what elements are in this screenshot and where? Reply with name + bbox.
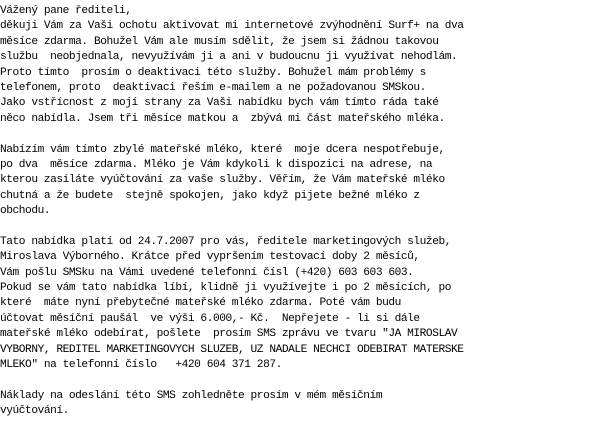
text-line: Tato nabídka platí od 24.7.2007 pro vás, ředitele marketingových služeb,: [0, 235, 451, 248]
paragraph-offer: [0, 143, 597, 220]
text-line: telefonem, proto deaktivaci řeším e-mailem a ne požadovanou SMSkou.: [0, 81, 426, 94]
text-line: chutná a že budete stejně spokojen, jako když pijete bežné mléko z: [0, 189, 420, 202]
text-line: kterou zasíláte vyúčtování za vaše služby. Věřím, že Vám mateřské mléko: [0, 174, 445, 187]
text-line: děkuji Vám za Vaši ochotu aktivovat mi internetové zvýhodnění Surf+ na dva: [0, 20, 464, 33]
text-line: měsíce zdarma. Bohužel Vám ale musím sdělit, že jsem si žádnou takovou: [0, 35, 439, 48]
text-line: něco nabídla. Jsem tři měsíce matkou a zbývá mi část mateřského mléka.: [0, 112, 445, 125]
paragraph-gap: [0, 219, 597, 234]
text-line: Miroslava Výborného. Krátce před vypršením testovací doby 2 měsíců,: [0, 251, 420, 264]
paragraph-greeting: [0, 4, 597, 127]
text-line: MLEKO" na telefonní číslo +420 604 371 287.: [0, 358, 282, 371]
text-line: Jako vstřícnost z mojí strany za Vaši nabídku bych vám tímto ráda také: [0, 97, 439, 110]
text-line: Vážený pane řediteli,: [0, 5, 132, 17]
text-line: mateřské mléko odebírat, pošlete prosím SMS zprávu ve tvaru "JA MIROSLAV: [0, 328, 458, 341]
text-line: po dva měsíce zdarma. Mléko je Vám kdykoli k dispozici na adrese, na: [0, 158, 433, 171]
paragraph-gap: [0, 127, 597, 142]
text-line: službu neobjednala, nevyužívám ji a ani v budoucnu ji využívat nehodlám.: [0, 51, 458, 64]
text-line: Náklady na odeslání této SMS zohledněte prosím v mém měsíčním: [0, 389, 383, 402]
text-line: Vám pošlu SMSku na Vámi uvedené telefonní čísl (+420) 603 603 603.: [0, 266, 414, 279]
text-line: vyúčtování.: [0, 405, 69, 418]
text-line: VYBORNY, REDITEL MARKETINGOVYCH SLUZEB, UZ NADALE NECHCI ODEBIRAT MATERSKE: [0, 343, 464, 356]
text-line: obchodu.: [0, 205, 51, 218]
text-line: Proto tímto prosím o deaktivaci této služby. Bohužel mám problémy s: [0, 66, 426, 79]
text-line: Nabízím vám tímto zbylé mateřské mléko, které moje dcera nespotřebuje,: [0, 143, 445, 156]
paragraph-gap: [0, 373, 597, 388]
text-line: které máte nyní přebytečné mateřské mléko zdarma. Poté vám budu: [0, 297, 401, 310]
text-line: Pokud se vám tato nabídka líbí, klidně ji využívejte i po 2 měsících, po: [0, 282, 451, 295]
text-line: účtovat měsíční paušál ve výši 6.000,- Kč. Nepřejete - li si dále: [0, 312, 420, 325]
paragraph-terms: [0, 235, 597, 374]
paragraph-closing: [0, 389, 597, 420]
